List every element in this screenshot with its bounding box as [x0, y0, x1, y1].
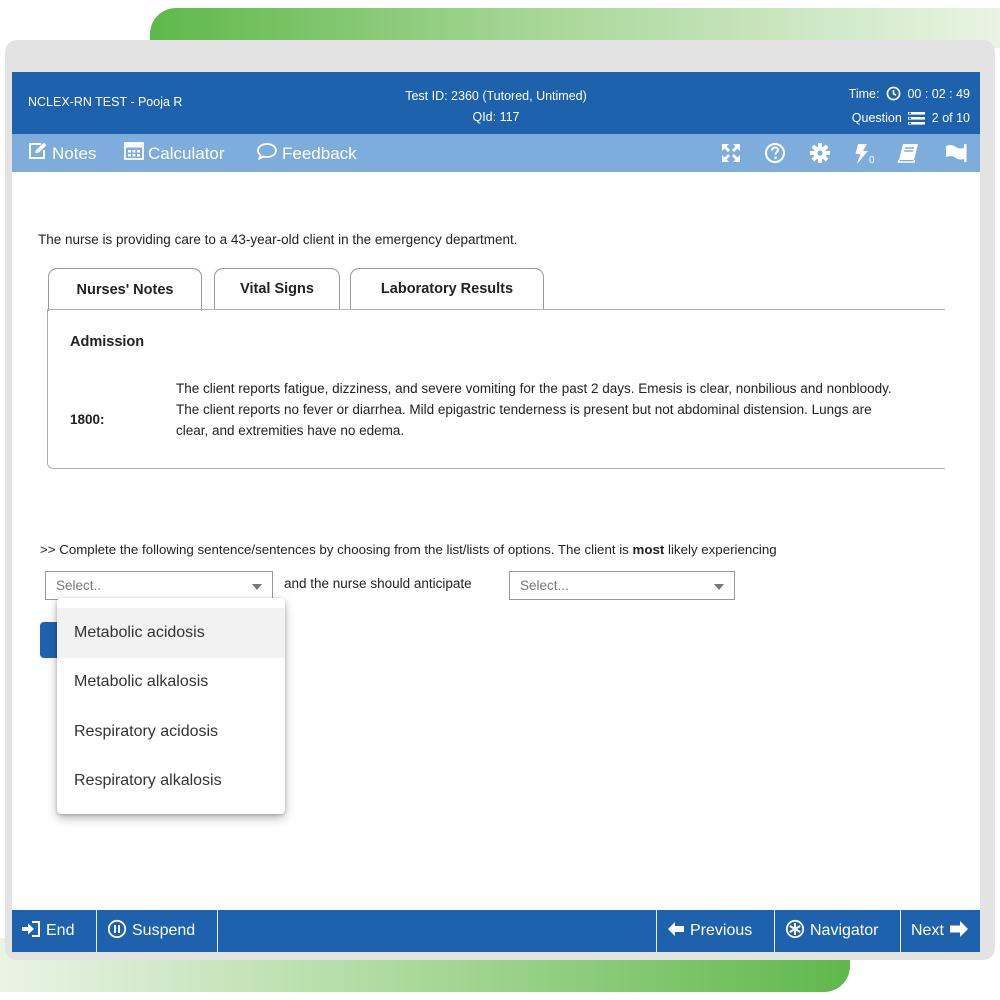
- next-label: Next: [911, 922, 944, 939]
- settings-icon[interactable]: [809, 142, 831, 169]
- book-icon[interactable]: [896, 142, 920, 169]
- time-label: Time:: [848, 87, 880, 101]
- tab-nurses-notes[interactable]: Nurses' Notes: [48, 268, 202, 311]
- end-label: End: [46, 922, 75, 939]
- test-info: [332, 86, 660, 128]
- navigator-button[interactable]: [778, 910, 885, 952]
- feedback-button[interactable]: [256, 142, 357, 165]
- navigator-icon: [785, 919, 805, 944]
- previous-button[interactable]: [660, 910, 759, 952]
- calculator-label: Calculator: [148, 143, 225, 163]
- pause-icon: [107, 919, 127, 944]
- intervention-select[interactable]: [509, 571, 735, 600]
- question-id: QId: 117: [472, 110, 520, 124]
- nurses-notes-panel: [47, 309, 945, 469]
- notes-button[interactable]: [28, 142, 96, 165]
- divider: [96, 910, 97, 952]
- calculator-icon: [124, 142, 144, 165]
- prompt-start: >> Complete the following sentence/sentences by choosing from the list/lists of options. The client is: [40, 542, 633, 557]
- fullscreen-icon[interactable]: [720, 142, 742, 169]
- test-title: NCLEX-RN TEST - Pooja R: [28, 95, 183, 109]
- divider: [900, 910, 901, 952]
- calculator-button[interactable]: [124, 142, 225, 165]
- test-id: Test ID: 2360 (Tutored, Untimed): [405, 89, 587, 103]
- exam-header: [12, 72, 980, 134]
- notes-text: The client reports fatigue, dizziness, and severe vomiting for the past 2 days. Emesis is clear, nonbilious and nonbloody. The client reports no fever or diarrhea. Mild epigastric tenderness is present but not abdominal distension. Lungs are clear, and extremities have no edema.: [176, 381, 892, 438]
- clock-icon: [886, 86, 901, 108]
- help-icon[interactable]: [764, 142, 786, 169]
- arrow-right-icon: [949, 920, 969, 943]
- divider: [774, 910, 775, 952]
- condition-select[interactable]: [45, 571, 273, 600]
- notes-label: Notes: [52, 143, 97, 163]
- question-counter: [849, 108, 970, 132]
- question-value: 2 of 10: [931, 111, 970, 125]
- previous-label: Previous: [690, 922, 753, 939]
- svg-text:0: 0: [869, 155, 875, 166]
- list-icon: [908, 111, 925, 132]
- notes-time: 1800:: [70, 412, 105, 427]
- tab-laboratory-results[interactable]: Laboratory Results: [350, 268, 544, 310]
- dropdown-option[interactable]: Respiratory acidosis: [74, 722, 219, 740]
- navigator-label: Navigator: [810, 922, 879, 939]
- sign-out-icon: [21, 920, 41, 943]
- exam-toolbar: [12, 134, 980, 172]
- condition-dropdown-menu: [57, 598, 285, 814]
- question-label: Question: [851, 111, 902, 125]
- divider: [217, 910, 218, 952]
- end-button[interactable]: [14, 910, 81, 952]
- dropdown-option[interactable]: Metabolic acidosis: [57, 608, 285, 658]
- tab-vital-signs[interactable]: Vital Signs: [214, 268, 340, 310]
- exam-footer: [12, 910, 980, 952]
- dropdown-option[interactable]: Respiratory alkalosis: [74, 772, 222, 790]
- suspend-button[interactable]: [100, 910, 202, 952]
- dropdown-option[interactable]: Metabolic alkalosis: [74, 673, 209, 691]
- sentence-middle-text: and the nurse should anticipate: [284, 576, 472, 591]
- speech-bubble-icon: [256, 142, 278, 165]
- flash-icon[interactable]: [852, 142, 878, 171]
- intervention-select-value: Select...: [520, 578, 569, 593]
- question-stem: The nurse is providing care to a 43-year-old client in the emergency department.: [38, 232, 518, 247]
- timer-block: [849, 84, 970, 132]
- feedback-label: Feedback: [282, 143, 357, 163]
- chevron-down-icon: [714, 584, 724, 590]
- condition-select-value: Select..: [56, 578, 102, 593]
- edit-icon: [28, 142, 48, 165]
- question-content: [12, 172, 980, 910]
- time-value: 00 : 02 : 49: [907, 87, 970, 101]
- chevron-down-icon: [252, 584, 262, 590]
- prompt-emphasis: most: [632, 542, 665, 557]
- suspend-label: Suspend: [132, 922, 196, 939]
- question-prompt: [40, 542, 777, 557]
- divider: [656, 910, 657, 952]
- timer: [849, 84, 970, 108]
- arrow-left-icon: [667, 921, 685, 942]
- exam-window: [12, 72, 980, 952]
- flag-icon[interactable]: [944, 142, 968, 169]
- prompt-end: likely experiencing: [664, 542, 777, 557]
- notes-heading: Admission: [70, 334, 145, 350]
- next-button[interactable]: [904, 910, 976, 952]
